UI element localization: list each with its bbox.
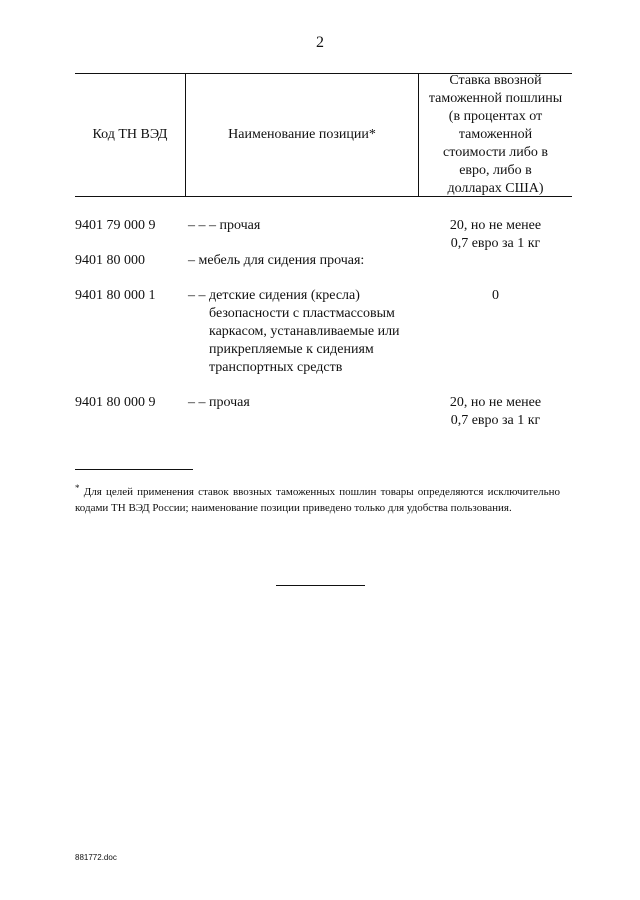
end-divider <box>276 585 365 586</box>
row-rate: 0 <box>492 288 499 303</box>
row-name <box>188 394 414 412</box>
header-name: Наименование позиции* <box>228 127 376 142</box>
row-code: 9401 80 000 1 <box>75 288 156 303</box>
table-row <box>75 252 572 270</box>
row-name <box>188 217 414 235</box>
row-rate: 20, но не менее 0,7 евро за 1 кг <box>449 395 542 428</box>
row-dash: – – <box>188 395 209 410</box>
row-name-text: прочая <box>209 395 250 410</box>
row-code: 9401 80 000 9 <box>75 395 156 410</box>
table-row <box>75 287 572 377</box>
footnote <box>75 484 560 516</box>
row-name <box>188 287 414 377</box>
row-name <box>188 252 488 270</box>
row-rate: 20, но не менее 0,7 евро за 1 кг <box>449 218 542 251</box>
header-code: Код ТН ВЭД <box>92 127 168 142</box>
table-row <box>75 394 572 428</box>
table-row <box>75 217 572 251</box>
footnote-marker: * <box>75 483 80 493</box>
row-name-text: детские сидения (кресла) безопасности с пластмассовым каркасом, устанавливаемые или прикрепляемые к сидениям транспортных средств <box>209 288 400 375</box>
row-dash: – – <box>188 288 209 303</box>
row-dash: – <box>188 253 199 268</box>
footnote-text: Для целей применения ставок ввозных таможенных пошлин товары определяются исключительно кодами ТН ВЭД России; наименование позиции приведено только для удобства пользования. <box>75 486 560 514</box>
tariff-table <box>75 73 572 429</box>
row-code: 9401 80 000 <box>75 253 145 268</box>
row-name-text: прочая <box>219 218 261 233</box>
row-dash: – – – <box>188 218 220 233</box>
table-header <box>75 73 572 197</box>
row-code: 9401 79 000 9 <box>75 218 156 233</box>
page-number: 2 <box>316 34 324 51</box>
footnote-divider <box>75 469 193 470</box>
header-rate: Ставка ввозной таможенной пошлины (в процентах от таможенной стоимости либо в евро, либо в долларах США) <box>428 73 563 196</box>
row-name-text: мебель для сидения прочая: <box>198 253 365 268</box>
document-id: 881772.doc <box>75 853 117 862</box>
table-body <box>75 197 572 428</box>
